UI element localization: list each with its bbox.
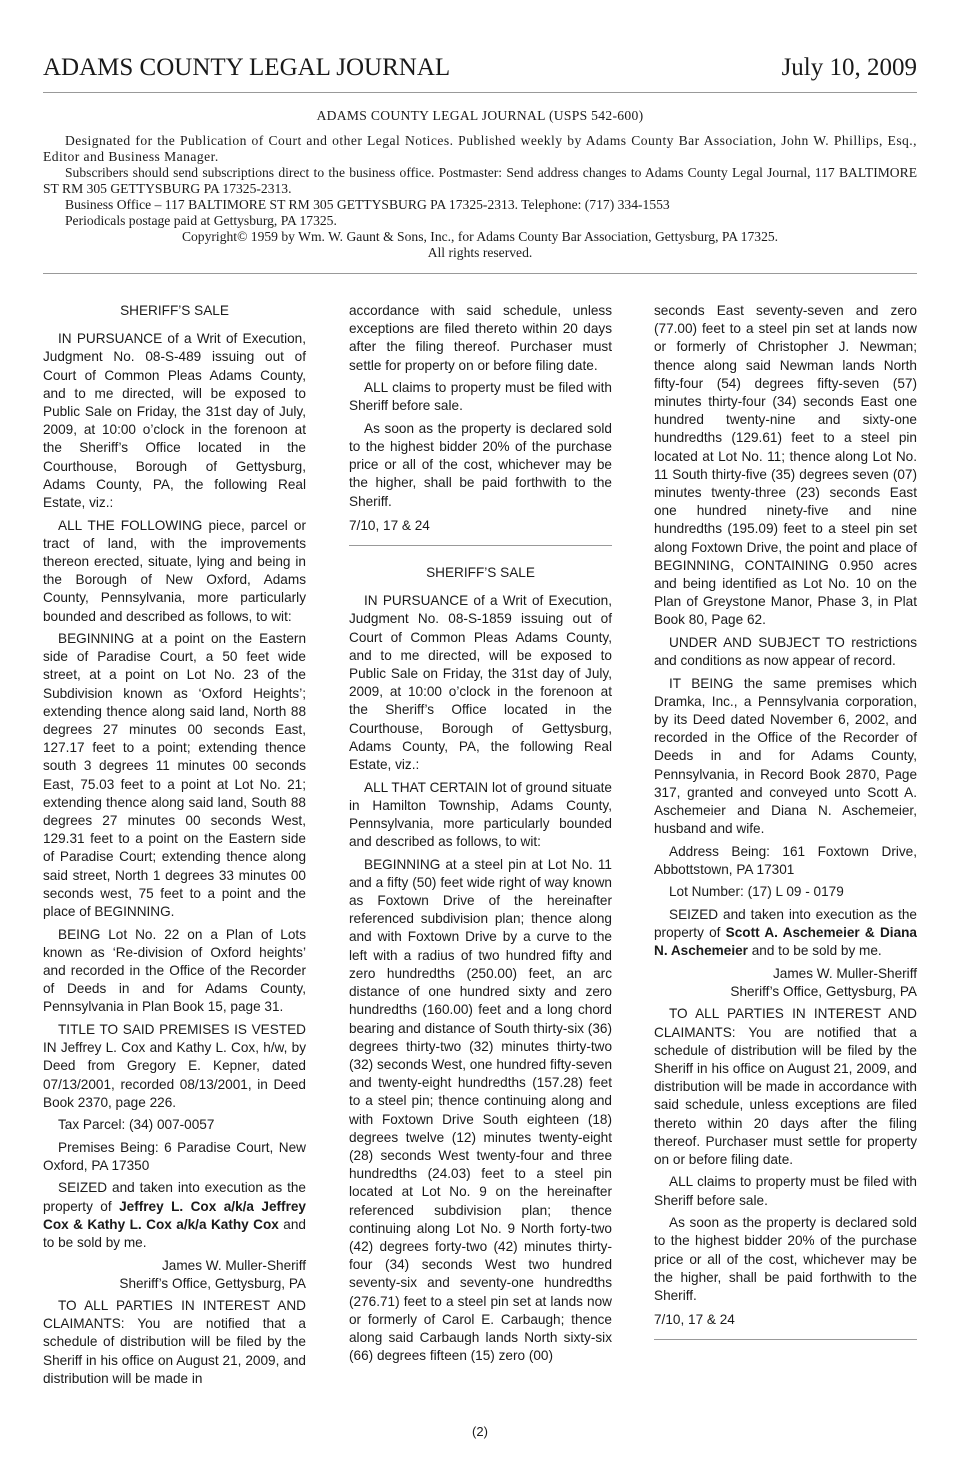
notice-heading: SHERIFF’S SALE xyxy=(120,303,229,318)
premises-address: Premises Being: 6 Paradise Court, New Oxford, PA 17350 xyxy=(43,1139,306,1173)
masthead-periodicals: Periodicals postage paid at Gettysburg, PA 17325. xyxy=(65,213,337,228)
masthead-subscribers: Subscribers should send subscriptions direct to the business office. Postmaster: Send address changes to Adams County Legal Journal, 117 BALTIMORE ST RM 305 GETTYSBURG PA 17325-2313. xyxy=(43,165,917,196)
sheriff-office: Sheriff’s Office, Gettysburg, PA xyxy=(730,984,917,1000)
notice-paragraph: ALL claims to property must be filed with Sheriff before sale. xyxy=(349,380,612,414)
seized-text-end: and to be sold by me. xyxy=(747,943,882,959)
column-2 xyxy=(349,302,612,1370)
seized-paragraph xyxy=(43,1179,306,1252)
page-number: (2) xyxy=(472,1424,488,1439)
column-1 xyxy=(43,302,306,1392)
column-3 xyxy=(654,302,917,1358)
seized-paragraph xyxy=(654,906,917,961)
seized-text: SEIZED and taken into execution as the property of xyxy=(43,1180,306,1214)
masthead-business-office: Business Office – 117 BALTIMORE ST RM 305 GETTYSBURG PA 17325-2313. Telephone: (717) 334-1553 xyxy=(65,197,670,212)
notice-paragraph: BEGINNING at a steel pin at Lot No. 11 and a fifty (50) feet wide right of way known as Foxtown Drive of the hereinafter referenced subdivision plan; thence along and with Foxtown Drive by a curve to the left with a radius of two hundred fifty and zero hundredths (250.00) feet, an arc distance of one hundred sixty and zero hundredths (160.00) feet and a long chord bearing and distance of South thirty-six (36) degrees thirty-two (32) minutes thirty-two (32) seconds West, one hundred fifty-seven and twenty-eight hundredths (157.28) feet to a steel pin; thence continuing along and with Foxtown Drive South eighteen (18) degrees twelve (12) minutes twenty-eight (28) seconds West twenty-four and three hundredths (24.03) feet to a steel pin located at Lot No. 9 on the hereinafter referenced subdivision plan; thence continuing along Lot No. 9 North forty-two (42) degrees forty-two (42) minutes thirty-four (34) seconds West two hundred seventy-six and seventy-one hundredths (276.71) feet to a steel pin set at lands now or formerly of Carol E. Carbaugh; thence along said Carbaugh lands North sixty-six (66) degrees fifteen (15) zero (00) xyxy=(349,856,612,1364)
notice-divider xyxy=(349,545,612,546)
masthead-rule xyxy=(43,273,917,274)
sheriff-signature: James W. Muller-Sheriff xyxy=(161,1257,306,1273)
masthead-title: ADAMS COUNTY LEGAL JOURNAL (USPS 542-600) xyxy=(316,108,644,123)
publication-dates: 7/10, 17 & 24 xyxy=(349,517,430,533)
sheriff-signature: James W. Muller-Sheriff xyxy=(772,965,917,981)
issue-date: July 10, 2009 xyxy=(781,54,917,81)
notice-paragraph: IT BEING the same premises which Dramka, Inc., a Pennsylvania corporation, by its Deed dated November 6, 2002, and recorded in the Office of the Recorder of Deeds in and for Adams County, Pennsylvania, in Record Book 2870, Page 317, granted and conveyed unto Scott A. Aschemeier and Diana N. Aschemeier, husband and wife. xyxy=(654,675,917,837)
notice-paragraph: ALL THE FOLLOWING piece, parcel or tract of land, with the improvements thereon erected, situate, lying and being in the Borough of New Oxford, Adams County, Pennsylvania, more particularly bounded and described as follows, to wit: xyxy=(43,517,306,624)
masthead-copyright: Copyright© 1959 by Wm. W. Gaunt & Sons, Inc., for Adams County Bar Association, Gettysburg, PA 17325. xyxy=(181,229,779,244)
masthead-designated: Designated for the Publication of Court and other Legal Notices. Published weekly by Adams County Bar Association, John W. Phillips, Esq., Editor and Business Manager. xyxy=(43,133,917,164)
premises-address: Address Being: 161 Foxtown Drive, Abbottstown, PA 17301 xyxy=(654,843,917,877)
notice-paragraph: TITLE TO SAID PREMISES IS VESTED IN Jeffrey L. Cox and Kathy L. Cox, h/w, by Deed from Gregory E. Kepner, dated 07/13/2001, recorded 08/13/2001, in Deed Book 2370, page 226. xyxy=(43,1021,306,1110)
notice-paragraph: accordance with said schedule, unless exceptions are filed thereto within 20 days after the filing thereof. Purchaser must settle for property on or before filing date. xyxy=(349,303,612,373)
tax-parcel: Tax Parcel: (34) 007-0057 xyxy=(58,1117,215,1133)
defendant-names: Scott A. Aschemeier & Diana N. Aschemeier xyxy=(654,925,917,959)
masthead-rights: All rights reserved. xyxy=(427,245,533,260)
notice-paragraph: As soon as the property is declared sold to the highest bidder 20% of the purchase price or all of the cost, whichever may be the higher, shall be paid forthwith to the Sheriff. xyxy=(654,1215,917,1303)
defendant-names: Jeffrey L. Cox a/k/a Jeffrey Cox & Kathy L. Cox a/k/a Kathy Cox xyxy=(43,1198,306,1232)
notice-paragraph: ALL claims to property must be filed with Sheriff before sale. xyxy=(654,1174,917,1208)
notice-heading: SHERIFF’S SALE xyxy=(426,565,535,581)
seized-text-end: and to be sold by me. xyxy=(43,1216,306,1251)
lot-number: Lot Number: (17) L 09 - 0179 xyxy=(669,884,844,900)
running-head xyxy=(43,52,917,88)
notice-paragraph: UNDER AND SUBJECT TO restrictions and conditions as now appear of record. xyxy=(654,634,917,669)
notice-paragraph: As soon as the property is declared sold to the highest bidder 20% of the purchase price or all of the cost, whichever may be the higher, shall be paid forthwith to the Sheriff. xyxy=(349,420,612,509)
notice-paragraph: TO ALL PARTIES IN INTEREST AND CLAIMANTS: You are notified that a schedule of distribution will be filed by the Sheriff in his office on August 21, 2009, and distribution will be made in accordance with said schedule, unless exceptions are filed thereto within 20 days after the filing thereof. Purchaser must settle for property on or before filing date. xyxy=(654,1006,917,1167)
notice-paragraph: IN PURSUANCE of a Writ of Execution, Judgment No. 08-S-1859 issuing out of Court of Common Pleas Adams County, and to me directed, will be exposed to Public Sale on Friday, the 31st day of July, 2009, at 10:00 o’clock in the forenoon at the Sheriff’s Office located in the Courthouse, Borough of Gettysburg, Adams County, PA, the following Real Estate, viz.: xyxy=(349,593,612,773)
notice-divider xyxy=(654,1339,917,1340)
notice-paragraph: seconds East seventy-seven and zero (77.00) feet to a steel pin set at lands now or formerly of Christopher J. Newman; thence along said Newman lands North fifty-four (54) degrees fifty-seven (57) minutes thirty-four (34) seconds East one hundred twenty-nine and sixty-one hundredths (129.61) feet to a steel pin located at Lot No. 11; thence along Lot No. 11 South thirty-five (35) degrees seven (07) minutes twenty-three (23) seconds East one hundred ninety-five and nine hundredths (195.09) feet to a steel pin set along Foxtown Drive, the point and place of BEGINNING, CONTAINING 0.950 acres and being identified as Lot No. 10 on the Plan of Greystone Manor, Phase 3, in Plat Book 80, Page 62. xyxy=(654,303,917,628)
header-rule xyxy=(43,92,917,93)
sheriff-office: Sheriff’s Office, Gettysburg, PA xyxy=(119,1275,306,1291)
notice-paragraph: BEING Lot No. 22 on a Plan of Lots known as ‘Re-division of Oxford heights’ and recorded in the Office of the Recorder of Deeds in and for Adams County, Pennsylvania in Plan Book 15, page 31. xyxy=(43,926,306,1015)
notice-paragraph: BEGINNING at a point on the Eastern side of Paradise Court, a 50 feet wide street, at a point on Lot No. 23 of the Subdivision known as ‘Oxford Heights’; extending thence along said land, North 88 degrees 27 minutes 00 seconds East, 127.17 feet to a point; extending thence south 3 degrees 11 minutes 00 seconds East, 75.03 feet to a point at Lot No. 21; extending thence along said land, South 88 degrees 27 minutes 00 seconds West, 129.31 feet to a point on the Eastern side of Paradise Court; extending thence along said street, North 1 degrees 33 minutes 00 seconds west, 75 feet to a point and the place of BEGINNING. xyxy=(43,631,306,920)
publication-dates: 7/10, 17 & 24 xyxy=(654,1312,735,1328)
seized-text: SEIZED and taken into execution as the property of xyxy=(654,906,917,941)
notice-paragraph: ALL THAT CERTAIN lot of ground situate in Hamilton Township, Adams County, Pennsylvania, more particularly bounded and described as follows, to wit: xyxy=(349,779,612,850)
masthead xyxy=(43,108,917,261)
notice-paragraph: TO ALL PARTIES IN INTEREST AND CLAIMANTS: You are notified that a schedule of distribution will be filed by the Sheriff in his office on August 21, 2009, and distribution will be made in xyxy=(43,1297,306,1386)
notice-paragraph: IN PURSUANCE of a Writ of Execution, Judgment No. 08-S-489 issuing out of Court of Common Pleas Adams County, and to me directed, will be exposed to Public Sale on Friday, the 31st day of July, 2009, at 10:00 o’clock in the forenoon at the Sheriff’s Office located in the Courthouse, Borough of Gettysburg, Adams County, PA, the following Real Estate, viz.: xyxy=(43,331,306,511)
journal-title: ADAMS COUNTY LEGAL JOURNAL xyxy=(43,54,451,81)
